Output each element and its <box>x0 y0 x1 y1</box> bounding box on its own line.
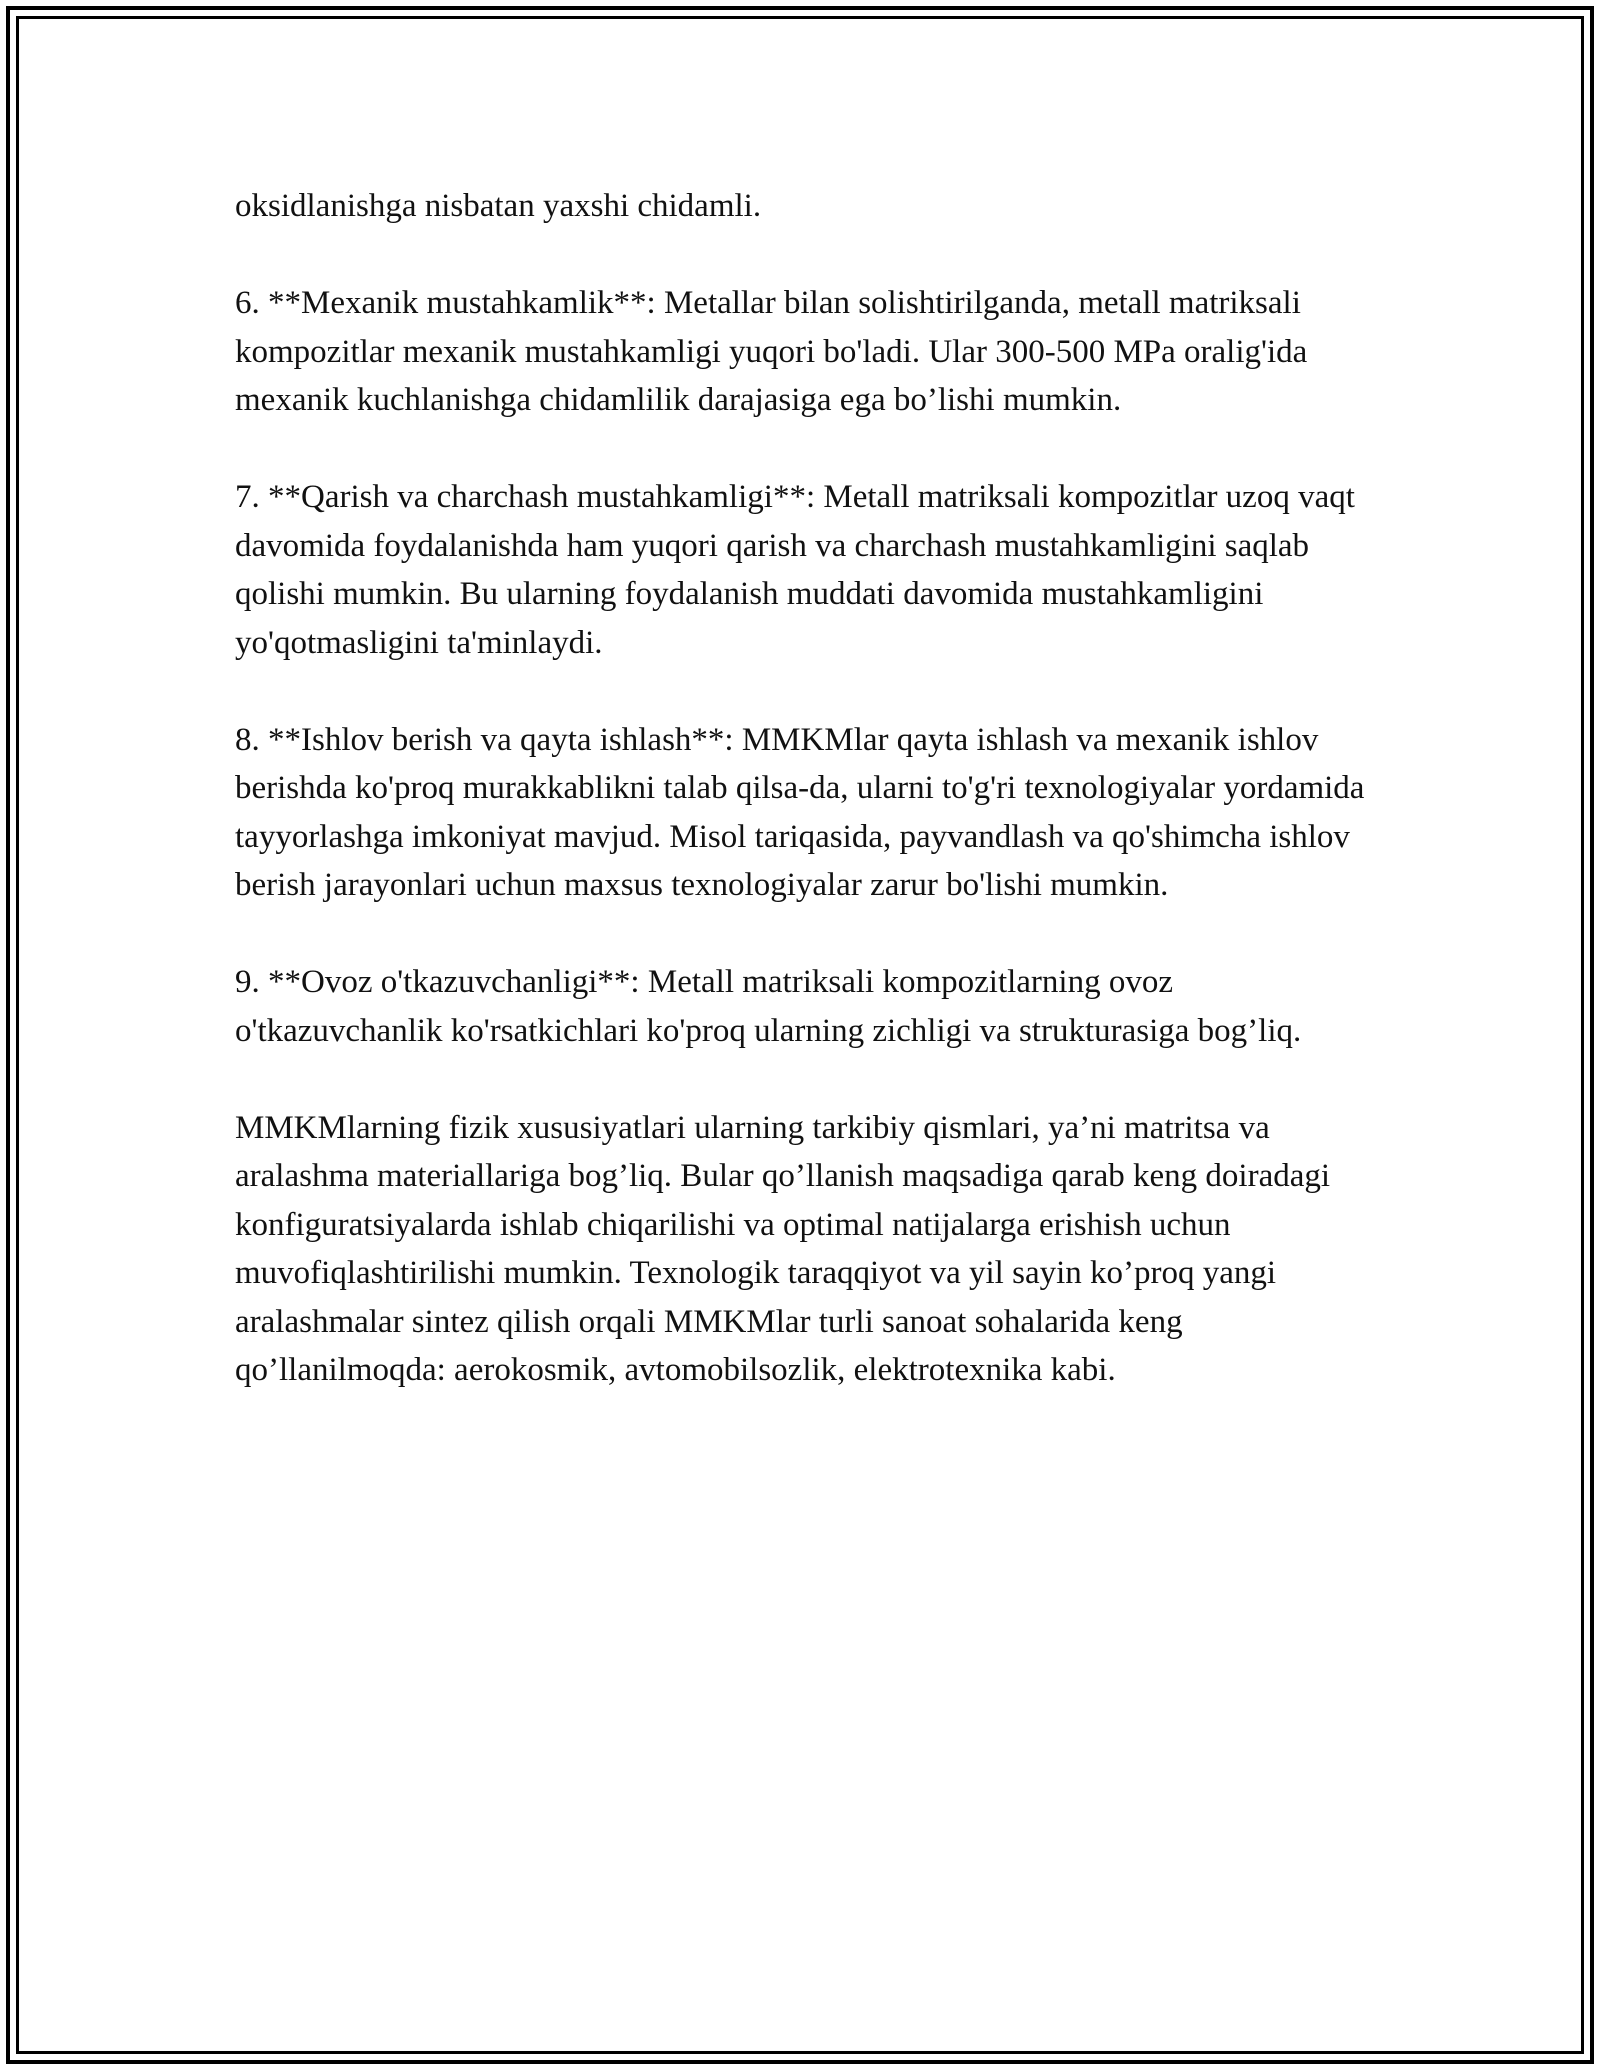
paragraph-mechanical-strength: 6. **Mexanik mustahkamlik**: Metallar bilan solishtirilganda, metall matriksali kompozitlar mexanik mustahkamligi yuqori bo'ladi. Ular 300-500 MPa oralig'ida mexanik kuchlanishga chidamlilik darajasiga ega bo’lishi mumkin. <box>235 285 1308 418</box>
document-body <box>235 182 1365 1443</box>
paragraph-aging-fatigue: 7. **Qarish va charchash mustahkamligi**: Metall matriksali kompozitlar uzoq vaqt davomida foydalanishda ham yuqori qarish va charchash mustahkamligini saqlab qolishi mumkin. Bu ularning foydalanish muddati davomida mustahkamligini yo'qotmasligini ta'minlaydi. <box>235 479 1355 661</box>
paragraph-sound-conductivity: 9. **Ovoz o'tkazuvchanligi**: Metall matriksali kompozitlarning ovoz o'tkazuvchanlik ko'rsatkichlari ko'proq ularning zichligi va strukturasiga bog’liq. <box>235 964 1302 1049</box>
paragraph-summary: MMKMlarning fizik xususiyatlari ularning tarkibiy qismlari, ya’ni matritsa va aralashma materiallariga bog’liq. Bular qo’llanish maqsadiga qarab keng doiradagi konfiguratsiyalarda ishlab chiqarilishi va optimal natijalarga erishish uchun muvofiqlashtirilishi mumkin. Texnologik taraqqiyot va yil sayin ko’proq yangi aralashmalar sintez qilish orqali MMKMlar turli sanoat sohalarida keng qo’llanilmoqda: aerokosmik, avtomobilsozlik, elektrotexnika kabi. <box>235 1109 1331 1388</box>
paragraph-processing: 8. **Ishlov berish va qayta ishlash**: MMKMlar qayta ishlash va mexanik ishlov berishda ko'proq murakkablikni talab qilsa-da, ularni to'g'ri texnologiyalar yordamida tayyorlashga imkoniyat mavjud. Misol tariqasida, payvandlash va qo'shimcha ishlov berish jarayonlari uchun maxsus texnologiyalar zarur bo'lishi mumkin. <box>235 721 1365 903</box>
paragraph-oxidation-continuation: oksidlanishga nisbatan yaxshi chidamli. <box>235 188 762 224</box>
